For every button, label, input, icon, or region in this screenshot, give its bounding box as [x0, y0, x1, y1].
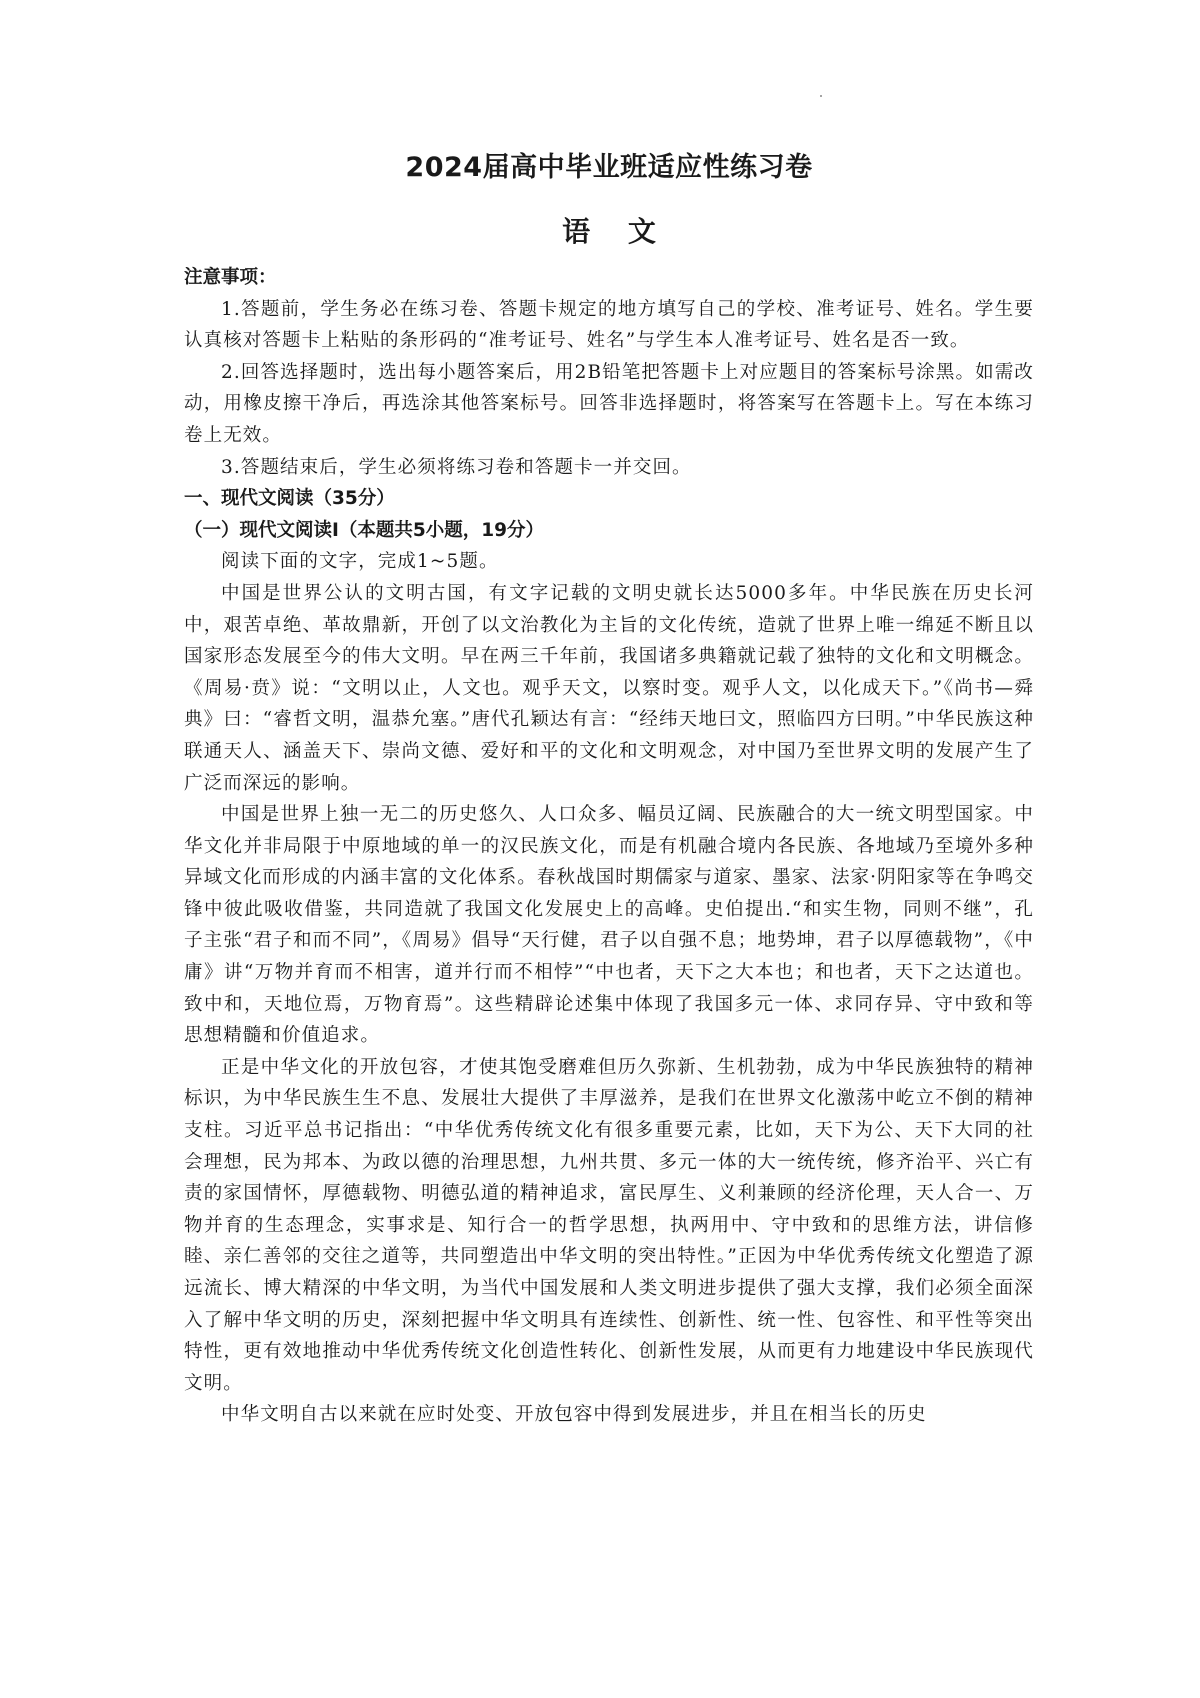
passage-paragraph: 中国是世界上独一无二的历史悠久、人口众多、幅员辽阔、民族融合的大一统文明型国家。中华文化并非局限于中原地域的单一的汉民族文化，而是有机融合境内各民族、各地域乃至境外多种异域文化而形成的内涵丰富的文化体系。春秋战国时期儒家与道家、墨家、法家·阴阳家等在争鸣交锋中彼此吸收借鉴，共同造就了我国文化发展史上的高峰。史伯提出.“和实生物，同则不继”，孔子主张“君子和而不同”，《周易》倡导“天行健，君子以自强不息；地势坤，君子以厚德载物”，《中庸》讲“万物并育而不相害，道并行而不相悖”“中也者，天下之大本也；和也者，天下之达道也。致中和，天地位焉，万物育焉”。这些精辟论述集中体现了我国多元一体、求同存异、守中致和等思想精髓和价值追求。	[184, 804, 1034, 1047]
passage-paragraph: 中国是世界公认的文明古国，有文字记载的文明史就长达5000多年。中华民族在历史长河中，艰苦卓绝、革故鼎新，开创了以文治教化为主旨的文化传统，造就了世界上唯一绵延不断且以国家形态发展至今的伟大文明。早在两三千年前，我国诸多典籍就记载了独特的文化和文明概念。《周易·贲》说：“文明以止，人文也。观乎天文，以察时变。观乎人文，以化成天下。”《尚书—舜典》曰：“睿哲文明，温恭允塞。”唐代孔颖达有言：“经纬天地曰文，照临四方曰明。”中华民族这种联通天人、涵盖天下、崇尚文德、爱好和平的文化和文明观念，对中国乃至世界文明的发展产生了广泛而深远的影响。	[184, 582, 1034, 794]
sub-section-heading: （一）现代文阅读Ⅰ（本题共5小题，19分）	[184, 519, 545, 541]
notice-heading: 注意事项：	[184, 267, 277, 288]
passage-paragraph: 中华文明自古以来就在应时处变、开放包容中得到发展进步，并且在相当长的历史	[221, 1404, 927, 1426]
section-heading: 一、现代文阅读（35分）	[184, 488, 395, 510]
notice-item: 2.回答选择题时，选出每小题答案后，用2B铅笔把答题卡上对应题目的答案标号涂黑。如需改动，用橡皮擦干净后，再选涂其他答案标号。回答非选择题时，将答案写在答题卡上。写在本练习卷上无效。	[184, 361, 1034, 446]
exam-title: 2024届高中毕业班适应性练习卷	[405, 152, 813, 183]
notice-item: 1.答题前，学生务必在练习卷、答题卡规定的地方填写自己的学校、准考证号、姓名。学生要认真核对答题卡上粘贴的条形码的“准考证号、姓名”与学生本人准考证号、姓名是否一致。	[184, 298, 1034, 352]
subject-title: 语 文	[562, 215, 670, 248]
notice-item: 3.答题结束后，学生必须将练习卷和答题卡一并交回。	[221, 456, 692, 478]
exam-page	[184, 150, 1034, 1431]
stray-ink-dot	[820, 95, 822, 97]
passage-paragraph: 正是中华文化的开放包容，才使其饱受磨难但历久弥新、生机勃勃，成为中华民族独特的精神标识，为中华民族生生不息、发展壮大提供了丰厚滋养，是我们在世界文化激荡中屹立不倒的精神支柱。习近平总书记指出：“中华优秀传统文化有很多重要元素，比如，天下为公、天下大同的社会理想，民为邦本、为政以德的治理思想，九州共贯、多元一体的大一统传统，修齐治平、兴亡有责的家国情怀，厚德载物、明德弘道的精神追求，富民厚生、义利兼顾的经济伦理，天人合一、万物并育的生态理念，实事求是、知行合一的哲学思想，执两用中、守中致和的思维方法，讲信修睦、亲仁善邻的交往之道等，共同塑造出中华文明的突出特性。”正因为中华优秀传统文化塑造了源远流长、博大精深的中华文明，为当代中国发展和人类文明进步提供了强大支撑，我们必须全面深入了解中华文明的历史，深刻把握中华文明具有连续性、创新性、统一性、包容性、和平性等突出特性，更有效地推动中华优秀传统文化创造性转化、创新性发展，从而更有力地建设中华民族现代文明。	[184, 1056, 1034, 1394]
reading-instruction: 阅读下面的文字，完成1~5题。	[221, 551, 499, 573]
